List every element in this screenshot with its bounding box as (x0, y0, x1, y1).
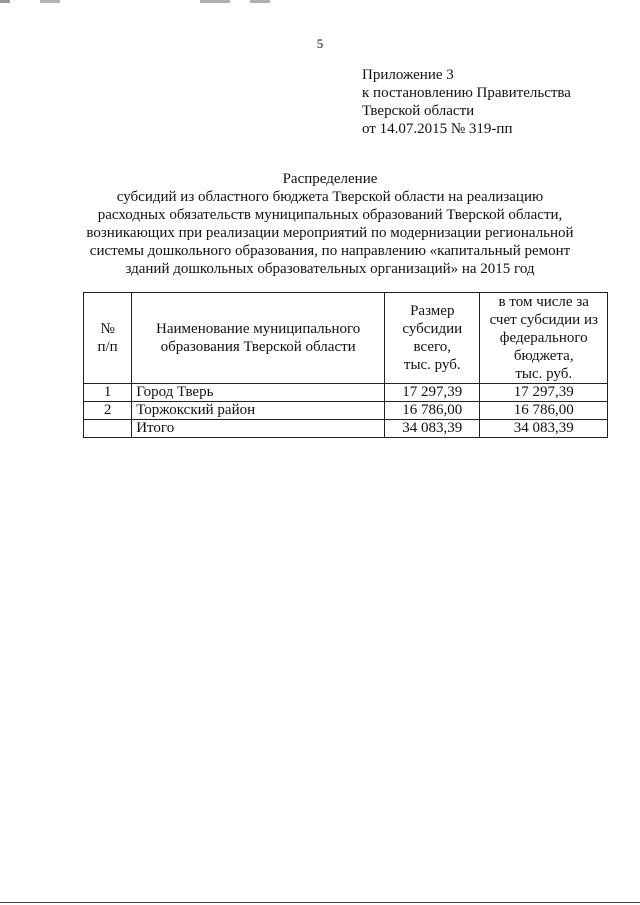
appendix-line: Приложение 3 (362, 67, 454, 83)
appendix-line: к постановлению Правительства (362, 85, 571, 101)
scan-edge-marks (0, 0, 280, 3)
title-line: возникающих при реализации мероприятий по модернизации региональной (86, 225, 574, 241)
row-number (84, 420, 132, 438)
title-heading: Распределение (282, 171, 378, 187)
page-number: 5 (316, 36, 324, 51)
subsidy-table (83, 292, 608, 438)
row-number: 1 (84, 384, 132, 402)
table-header-row (84, 293, 608, 384)
header-federal-share: в том числе за счет субсидии из федерального бюджета, тыс. руб. (480, 293, 608, 384)
row-municipality: Итого (132, 420, 385, 438)
row-total: 17 297,39 (385, 384, 480, 402)
scan-bottom-edge (0, 902, 640, 903)
row-total: 34 083,39 (385, 420, 480, 438)
header-subsidy-total: Размер субсидии всего, тыс. руб. (385, 293, 480, 384)
appendix-line: от 14.07.2015 № 319-пп (362, 121, 513, 137)
row-number: 2 (84, 402, 132, 420)
title-line: субсидий из областного бюджета Тверской области на реализацию (116, 189, 544, 205)
title-line: зданий дошкольных образовательных организаций» на 2015 год (125, 261, 535, 277)
row-federal: 16 786,00 (480, 402, 608, 420)
header-number: № п/п (84, 293, 132, 384)
title-line: расходных обязательств муниципальных образований Тверской области, (97, 207, 563, 223)
row-federal: 17 297,39 (480, 384, 608, 402)
table-row (84, 384, 608, 402)
table-row-total (84, 420, 608, 438)
row-federal: 34 083,39 (480, 420, 608, 438)
row-municipality: Город Тверь (132, 384, 385, 402)
document-title (60, 170, 600, 278)
row-municipality: Торжокский район (132, 402, 385, 420)
row-total: 16 786,00 (385, 402, 480, 420)
appendix-line: Тверской области (362, 103, 475, 119)
appendix-block (362, 66, 571, 138)
header-municipality: Наименование муниципального образования Тверской области (132, 293, 385, 384)
title-line: системы дошкольного образования, по направлению «капитальный ремонт (89, 243, 571, 259)
table-row (84, 402, 608, 420)
